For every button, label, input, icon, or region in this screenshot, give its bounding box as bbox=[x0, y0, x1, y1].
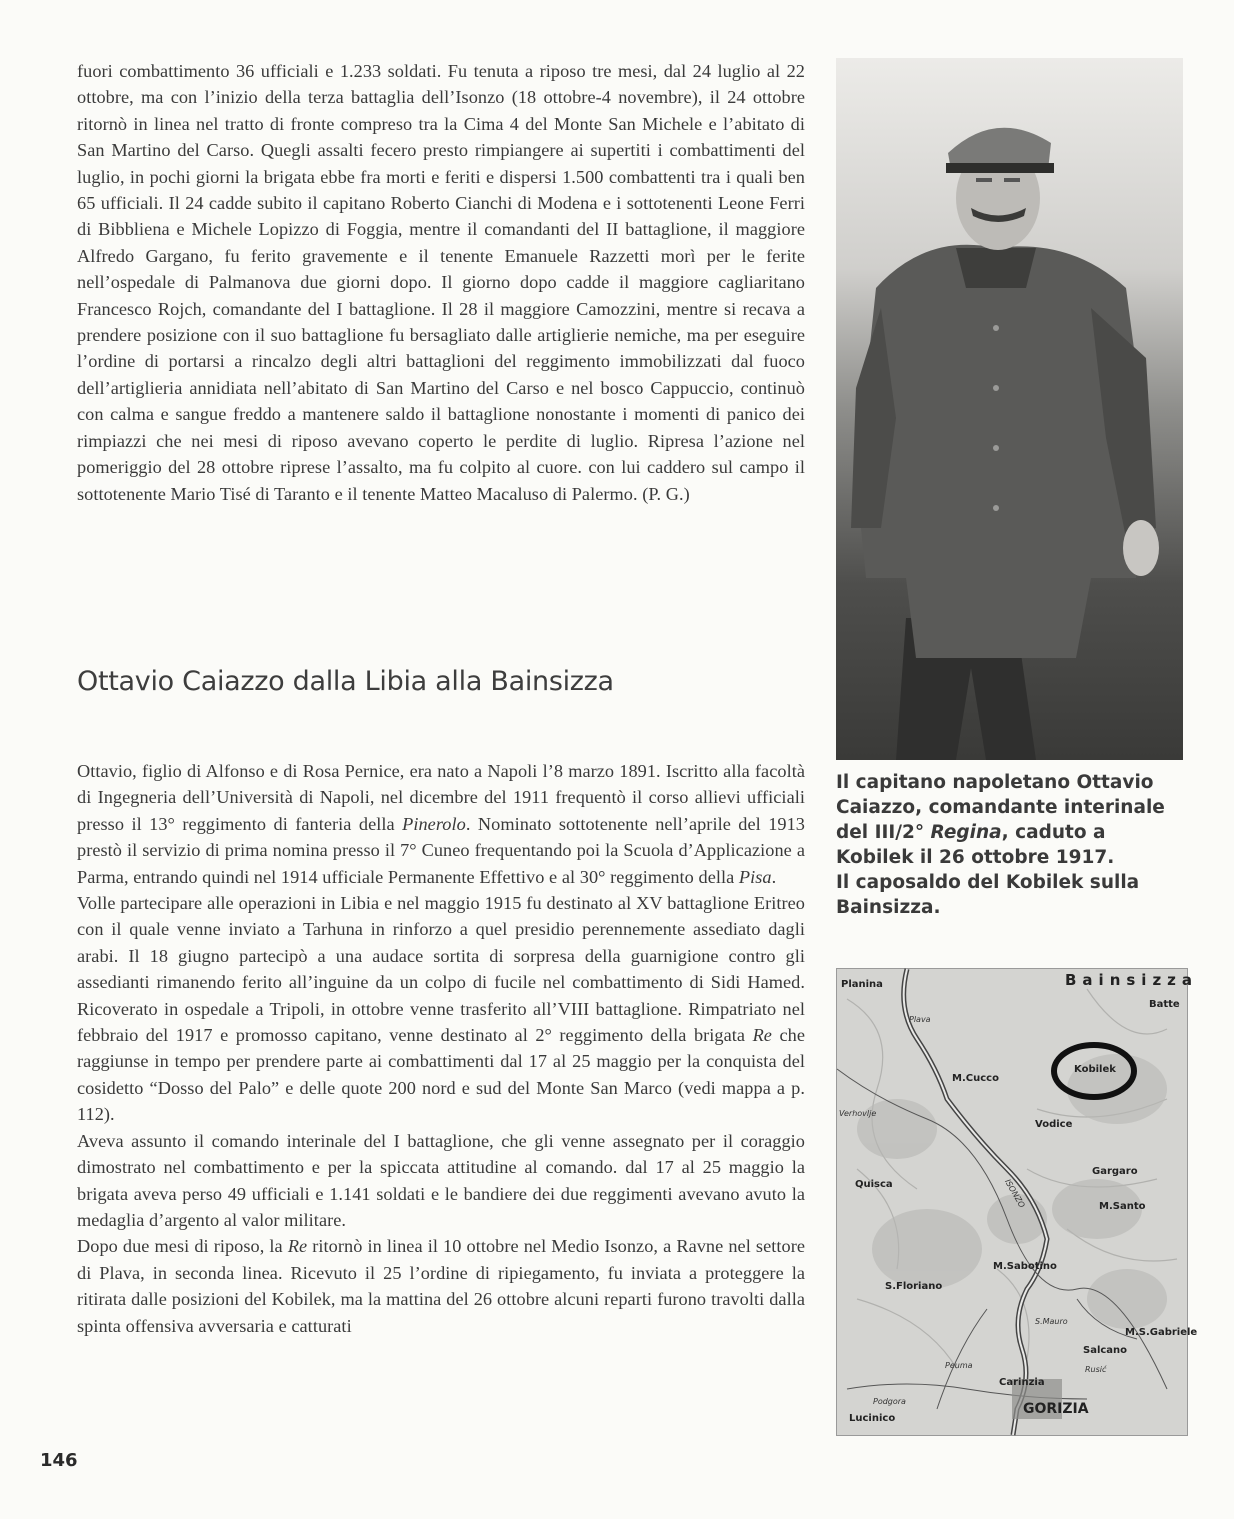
map-label-lucinico: Lucinico bbox=[849, 1413, 896, 1424]
paragraph-3: Aveva assunto il comando interinale del I battaglione, che gli venne assegnato per il coraggio dimostrato nel combattimento e per la spiccata attitudine al comando. dal 17 al 25 maggio la brigata aveva perso 49 ufficiali e 1.141 soldati e le bandiere dei due reggimenti avevano avuto la medaglia d’argento al valor militare. bbox=[77, 1130, 805, 1230]
paragraph-2: Volle partecipare alle operazioni in Libia e nel maggio 1915 fu destinato al XV battaglione Eritreo con il quale venne inviato a Tarhuna in rinforzo a quel presidio perennemente assediato dagli arabi. Il 18 giugno partecipò a una audace sortita di sorpresa della guarnigione contro gli assedianti rimanendo ferito all’inguine da un colpo di fucile nel combattimento di Sidi Hamed. Ricoverato in ospedale a Tripoli, in ottobre venne trasferito all’VIII battaglione. Rimpatriato nel febbraio del 1917 e promosso capitano, venne destinato al 2° reggimento della brigata Re che raggiunse in tempo per prendere parte ai combattimenti dal 17 al 25 maggio per la conquista del cosidetto “Dosso del Palo” e delle quote 200 nord e sud del Monte San Marco (vedi mappa a p. 112). bbox=[77, 893, 805, 1125]
map-label-quisca: Quisca bbox=[855, 1179, 893, 1190]
portrait-figure-icon bbox=[836, 58, 1183, 760]
map-label-isonzo: ISONZO bbox=[1002, 1177, 1027, 1210]
map-label-gorizia: GORIZIA bbox=[1023, 1401, 1089, 1417]
map-label-planina: Planina bbox=[841, 979, 883, 990]
section-heading: Ottavio Caiazzo dalla Libia alla Bainsizza bbox=[77, 666, 614, 697]
top-text-column bbox=[77, 58, 805, 507]
map-label-gargaro: Gargaro bbox=[1092, 1166, 1138, 1177]
bottom-text-column bbox=[77, 758, 805, 1339]
map-label-rusic: Rusić bbox=[1085, 1365, 1107, 1374]
caption-line-2: Il caposaldo del Kobilek sulla Bainsizza. bbox=[836, 872, 1140, 918]
map-label-mcucco: M.Cucco bbox=[952, 1073, 999, 1084]
map-label-smauro: S.Mauro bbox=[1035, 1317, 1068, 1326]
map-label-kobilek: Kobilek bbox=[1074, 1064, 1116, 1075]
paragraph-top: fuori combattimento 36 ufficiali e 1.233 soldati. Fu tenuta a riposo tre mesi, dal 24 luglio al 22 ottobre, ma con l’inizio della terza battaglia dell’Isonzo (18 ottobre-4 novembre), il 24 ottobre ritornò in linea nel tratto di fronte compreso tra la Cima 4 del Monte San Michele e l’abitato di San Martino del Carso. Quegli assalti fecero presto rimpiangere ai supertiti i combattimenti del luglio, in pochi giorni la brigata ebbe fra morti e feriti e dispersi 1.500 combattenti tra i quali ben 65 ufficiali. Il 24 cadde subito il capitano Roberto Cianchi di Modena e i sottotenenti Leone Ferri di Bibbliena e Michele Lopizzo di Foggia, mentre il comandanti del II battaglione, il maggiore Alfredo Gargano, fu ferito gravemente e il tenente Emanuele Razzetti morì per le ferite nell’ospedale di Palmanova due giorni dopo. Il giorno dopo cadde il maggiore cagliaritano Francesco Rojch, comandante del I battaglione. Il 28 il maggiore Camozzini, mentre si recava a prendere posizione con il suo battaglione fu bersagliato dalle artiglierie nemiche, ma per eseguire l’ordine di portarsi a rincalzo degli altri battaglioni del reggimento immobilizzati dal fuoco dell’artiglieria annidiata nell’abitato di San Martino del Carso e nel bosco Cappuccio, continuò con calma e sangue freddo a mantenere saldo il battaglione nonostante i momenti di panico dei rimpiazzi che nei mesi di riposo avevano coperto le perdite di luglio. Ripresa l’azione nel pomeriggio del 28 ottobre riprese l’assalto, ma fu colpito al cuore. con lui caddero sul campo il sottotenente Mario Tisé di Taranto e il tenente Matteo Macaluso di Palermo. (P. G.) bbox=[77, 61, 805, 504]
map-label-msabotino: M.Sabotino bbox=[993, 1261, 1057, 1272]
map-label-salcano: Salcano bbox=[1083, 1345, 1128, 1356]
photo-caption bbox=[836, 770, 1186, 920]
map-label-peuma: Peuma bbox=[945, 1361, 973, 1370]
page-number: 146 bbox=[40, 1450, 78, 1471]
map-label-msgabriele: M.S.Gabriele bbox=[1125, 1327, 1198, 1338]
map-label-vodice: Vodice bbox=[1035, 1119, 1073, 1130]
paragraph-1: Ottavio, figlio di Alfonso e di Rosa Pernice, era nato a Napoli l’8 marzo 1891. Iscritto alla facoltà di Ingegneria dell’Università di Napoli, nel dicembre del 1911 frequentò il corso allievi ufficiali presso il 13° reggimento di fanteria della Pinerolo. Nominato sottotenente nell’aprile del 1913 prestò il servizio di prima nomina presso il 7° Cuneo frequentando poi la Scuola d’Applicazione a Parma, entrando quindi nel 1914 ufficiale Permanente Effettivo e al 30° reggimento della Pisa. bbox=[77, 761, 805, 887]
paragraph-4: Dopo due mesi di riposo, la Re ritornò in linea il 10 ottobre nel Medio Isonzo, a Ravne nel settore di Plava, in seconda linea. Ricevuto il 25 l’ordine di ripiegamento, fu inviata a proteggere la ritirata dalle posizioni del Kobilek, ma la mattina del 26 ottobre alcuni reparti furono travolti dalla spinta offensiva avversaria e catturati bbox=[77, 1236, 805, 1336]
map-label-plava: Plava bbox=[909, 1015, 931, 1024]
map-label-batte: Batte bbox=[1149, 999, 1180, 1010]
map-label-carinzia: Carinzia bbox=[999, 1377, 1045, 1388]
map-label-podgora: Podgora bbox=[873, 1397, 906, 1406]
map-label-verhovlje: Verhovlje bbox=[839, 1109, 877, 1118]
portrait-photo bbox=[836, 58, 1183, 760]
map-label-sfloriano: S.Floriano bbox=[885, 1281, 943, 1292]
kobilek-map bbox=[836, 968, 1199, 1436]
map-label-bainsizza: Bainsizza bbox=[1065, 971, 1199, 989]
caption-line-1: Il capitano napoletano Ottavio Caiazzo, comandante interinale del III/2° Regina, caduto a Kobilek il 26 ottobre 1917. bbox=[836, 772, 1165, 868]
map-label-msanto: M.Santo bbox=[1099, 1201, 1146, 1212]
